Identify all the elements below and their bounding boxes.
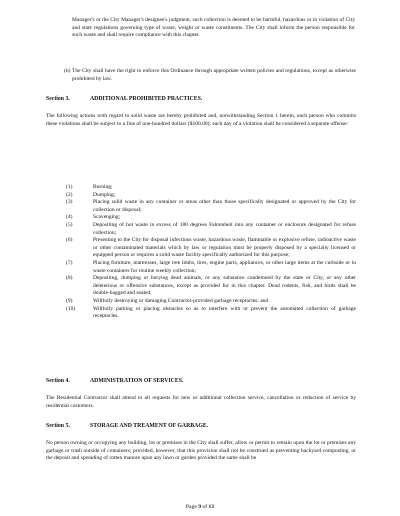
list-item-text: Depositing, dumping or burying dead animals, or any substance condemned by the state or City, or any other deleterious or offensive substances, except as provided for in this chapter. Dead rodents, fish, and birds shall be double-bagged and sealed;: [93, 275, 356, 297]
section-3-heading: [46, 95, 202, 103]
footer-page-prefix: Page: [185, 504, 197, 510]
section-5-heading: [46, 422, 208, 430]
section-3-intro: The following actions with regard to solid waste are hereby prohibited and, notwithstanding Section 1 herein, each person who commits these violations shall be subject to a fine of one-hundred dollars ($100.00); each day of a violation shall be considered a separate offense:: [46, 113, 356, 127]
footer-page-total: 13: [208, 504, 215, 510]
page-footer: [0, 504, 400, 511]
list-item-number: (10): [66, 305, 76, 312]
item-h-label: (h): [64, 68, 71, 74]
list-item: [66, 199, 356, 214]
list-item-number: (3): [66, 199, 73, 206]
section-3-title: ADDITIONAL PROHIBITED PRACTICES.: [90, 96, 203, 102]
section-4-paragraph: The Residential Contractor shall attend to all requests for new or additional collection service, cancellation or reduction of service by residential customers.: [46, 395, 356, 409]
list-item: [66, 306, 356, 321]
list-item-number: (8): [66, 275, 73, 282]
item-h-text: The City shall have the right to enforce this Ordinance through appropriate written policies and regulations, except as otherwise prohibited by law.: [72, 68, 356, 82]
list-item-number: (9): [66, 297, 73, 304]
list-item: [66, 275, 356, 298]
list-item: [66, 260, 356, 275]
list-item-text: Depositing of hot waste in excess of 180 degrees Fahrenheit into any container or enclosure designated for refuse collection;: [93, 221, 356, 236]
list-item-text: Presenting to the City for disposal infectious waste, hazardous waste, flammable or explosive refuse, radioactive waste or other contaminated materials which by law or regulation must be properly disposed by a specially licensed or equipped person or requires a solid waste facility specifically authorized for this purpose;: [93, 237, 356, 259]
prohibited-practices-list: [66, 184, 356, 321]
section-5-title: STORAGE AND TREAMENT OF GARBAGE.: [90, 423, 209, 429]
footer-page-number: 9: [198, 504, 201, 510]
list-item: [66, 184, 356, 192]
footer-of: of: [202, 504, 208, 510]
section-5-number: Section 5.: [46, 423, 70, 429]
list-item-number: (7): [66, 259, 73, 266]
list-item-number: (4): [66, 214, 73, 221]
list-item-text: Scavenging;: [93, 214, 121, 221]
section-4-heading: [46, 377, 183, 385]
list-item-text: Dumping;: [93, 191, 116, 198]
list-item: [66, 214, 356, 222]
list-item: [66, 222, 356, 237]
list-item-number: (1): [66, 184, 73, 190]
continuation-paragraph: Manager's or the City Manager's designee's judgment, such collection is deemed to be harmful, hazardous or in violation of City and state regulations governing type of waste, weight or waste constituents. The City shall inform the person responsible for such waste and shall require compliance with this chapter.: [72, 17, 355, 39]
section-4-title: ADMINISTRATION OF SERVICES.: [90, 378, 184, 384]
section-4-number: Section 4.: [46, 378, 70, 384]
list-item-number: (6): [66, 237, 73, 244]
list-item-text: Placing solid waste in any container or areas other than those specifically designated or approved by the City for collection or disposal;: [93, 199, 356, 213]
section-5-paragraph: No person owning or occupying any building, lot or premises in the City shall suffer, allow or permit to remain upon the lot or premises any garbage or trash outside of containers; provided, however, that this provision shall not be construed as preventing backyard composting, or the deposit and spreading of rotten manure upon any lawn or garden provided the same shall be: [46, 440, 356, 462]
list-item-number: (2): [66, 191, 73, 198]
section-3-number: Section 3.: [46, 96, 70, 102]
list-item: [66, 237, 356, 260]
list-item-number: (5): [66, 221, 73, 228]
list-item-text: Burning;: [93, 184, 113, 190]
list-item: [66, 298, 356, 306]
list-item-text: Placing furniture, mattresses, large tree limbs, tires, engine parts, appliances, or other large items at the curbside or in waste containers for routine weekly collection;: [93, 259, 356, 274]
list-item-text: Willfully destroying or damaging Contractor-provided garbage receptacles; and: [93, 297, 269, 304]
list-item-text: Willfully parking or placing obstacles so as to interfere with or prevent the automated collection of garbage receptacles.: [93, 305, 356, 320]
